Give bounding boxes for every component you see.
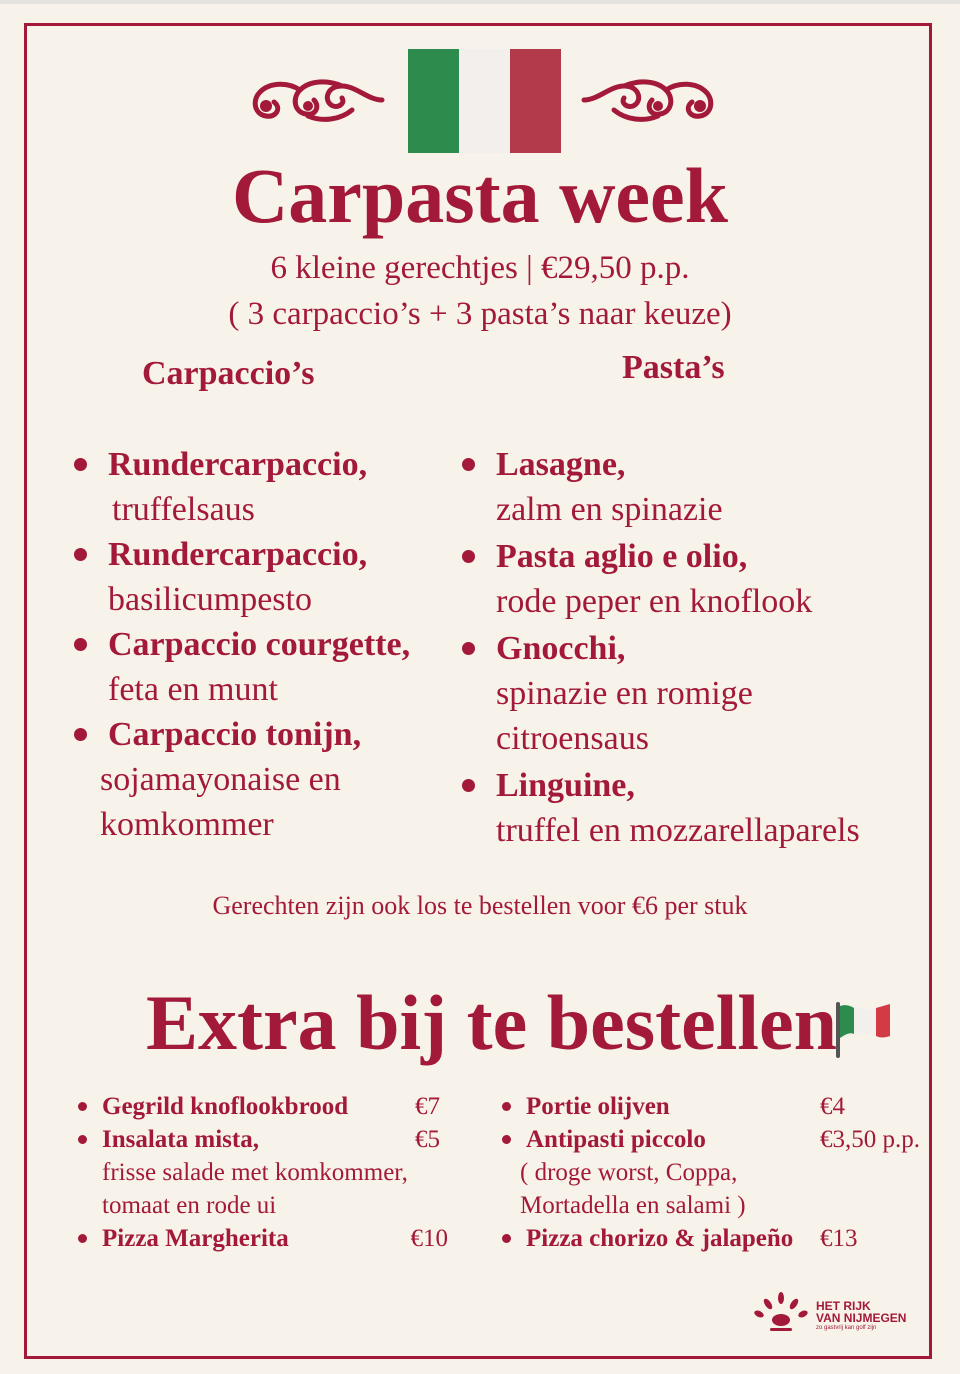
list-item <box>76 1090 448 1123</box>
carpaccio-heading: Carpaccio’s <box>142 355 315 392</box>
dish-name: Rundercarpaccio, <box>108 446 368 483</box>
item-description: frisse salade met komkommer, tomaat en rode ui <box>102 1159 408 1219</box>
item-name: Pizza chorizo & jalapeño <box>526 1225 794 1252</box>
italy-flag <box>408 49 561 153</box>
logo-tagline: zo gastvrij kan golf zijn <box>816 1325 877 1331</box>
item-price: €4 <box>820 1093 845 1120</box>
list-item <box>462 442 922 532</box>
list-item <box>74 712 444 847</box>
list-item <box>74 442 444 532</box>
item-name: Portie olijven <box>526 1093 670 1120</box>
selection-line: ( 3 carpaccio’s + 3 pasta’s naar keuze) <box>228 296 732 332</box>
list-item <box>462 626 922 761</box>
list-item <box>74 532 444 622</box>
list-item <box>76 1123 448 1222</box>
logo-fleur-icon <box>752 1290 810 1334</box>
item-name: Gegrild knoflookbrood <box>102 1093 349 1120</box>
pasta-list <box>462 442 922 853</box>
extras-title: Extra bij te bestellen <box>146 979 838 1066</box>
dish-name: Carpaccio courgette, <box>108 626 411 663</box>
list-item <box>462 534 922 624</box>
carpaccio-list <box>74 442 444 847</box>
left-swirl-ornament <box>248 76 388 126</box>
item-description: ( droge worst, Coppa, Mortadella en salami ) <box>520 1159 746 1219</box>
single-dish-note: Gerechten zijn ook los te bestellen voor €6 per stuk <box>212 891 748 920</box>
page-title: Carpasta week <box>231 152 729 239</box>
dish-name: Linguine, <box>496 767 635 804</box>
item-price: €5 <box>415 1126 440 1153</box>
dish-name: Pasta aglio e olio, <box>496 538 748 575</box>
item-name: Antipasti piccolo <box>526 1126 706 1153</box>
list-item <box>500 1090 924 1123</box>
extras-right-list <box>500 1090 924 1255</box>
dish-name: Gnocchi, <box>496 630 626 667</box>
list-item <box>500 1123 924 1222</box>
dish-description: sojamayonaise en komkommer <box>100 761 341 843</box>
list-item <box>74 622 444 712</box>
list-item <box>500 1222 924 1255</box>
item-price: €10 <box>410 1225 448 1252</box>
list-item <box>76 1222 448 1255</box>
waving-italy-flag-icon <box>832 996 896 1060</box>
dish-description: basilicumpesto <box>108 581 312 618</box>
item-name: Insalata mista, <box>102 1126 259 1153</box>
dish-description: spinazie en romige citroensaus <box>496 675 753 757</box>
dish-description: zalm en spinazie <box>496 491 723 528</box>
dish-name: Lasagne, <box>496 446 626 483</box>
right-swirl-ornament <box>578 76 718 126</box>
pasta-heading: Pasta’s <box>622 349 725 386</box>
dish-name: Rundercarpaccio, <box>108 536 368 573</box>
item-name: Pizza Margherita <box>102 1225 289 1252</box>
logo-line-1: HET RIJK <box>816 1299 871 1313</box>
dish-name: Carpaccio tonijn, <box>108 716 362 753</box>
dish-description: rode peper en knoflook <box>496 583 813 620</box>
extras-left-list <box>76 1090 448 1255</box>
top-edge <box>0 0 960 4</box>
item-price: €7 <box>415 1093 440 1120</box>
price-line: 6 kleine gerechtjes | €29,50 p.p. <box>270 250 690 286</box>
item-price: €13 <box>820 1225 858 1252</box>
dish-description: feta en munt <box>108 671 278 708</box>
dish-description: truffel en mozzarellaparels <box>496 812 860 849</box>
brand-logo <box>752 1290 922 1334</box>
item-price: €3,50 p.p. <box>820 1126 920 1153</box>
dish-description: truffelsaus <box>112 491 255 528</box>
list-item <box>462 763 922 853</box>
logo-line-2: VAN NIJMEGEN <box>816 1311 907 1325</box>
